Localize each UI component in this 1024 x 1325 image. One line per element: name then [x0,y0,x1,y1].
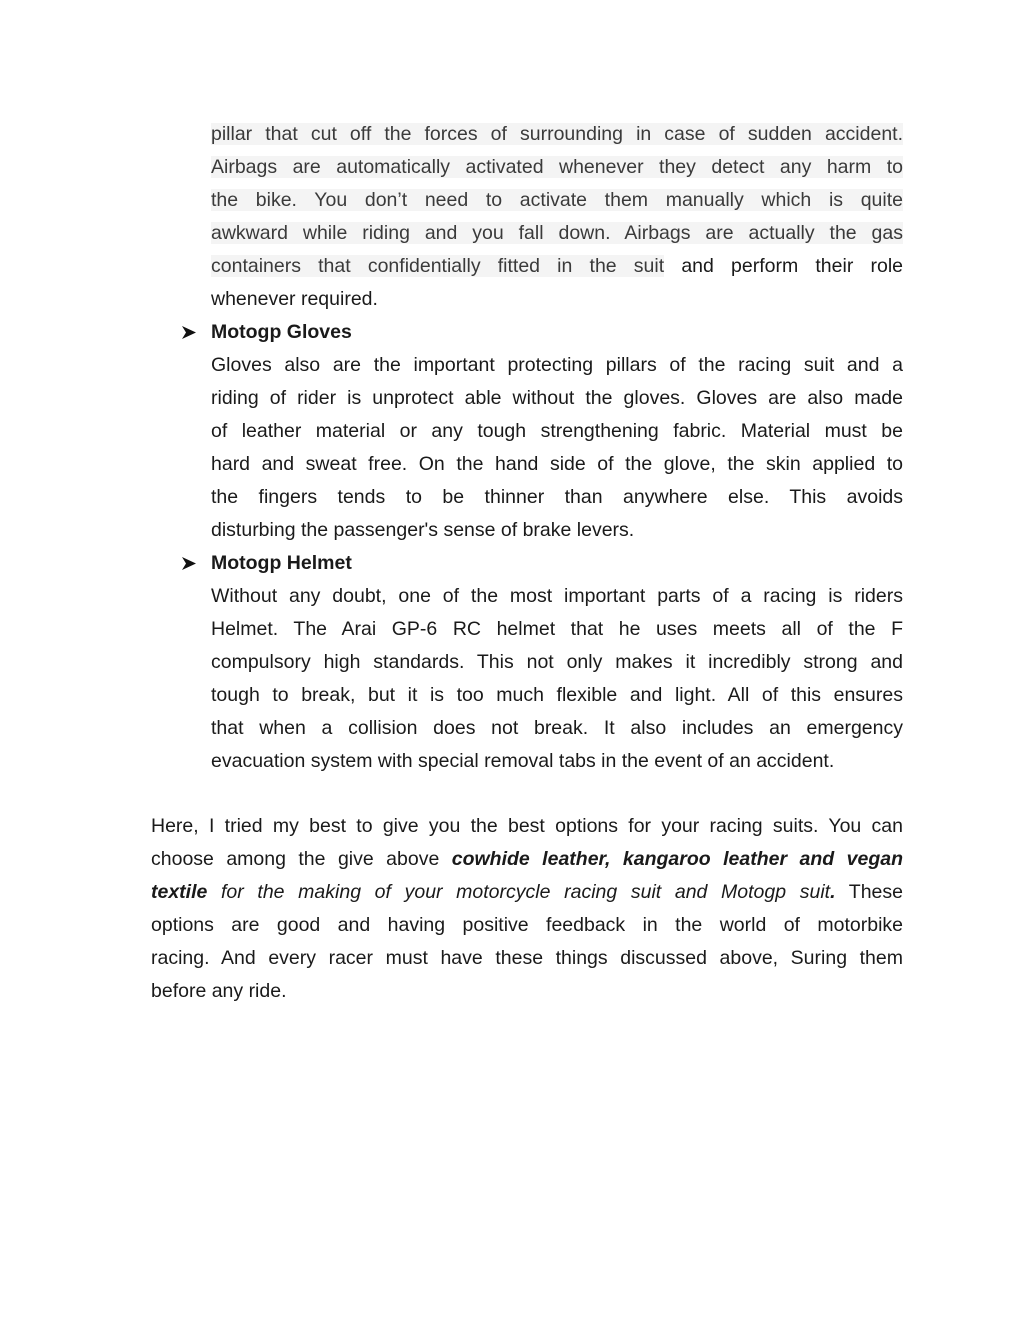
emphasis-text: . [830,881,836,903]
helmet-heading: Motogp Helmet [211,552,352,574]
helmet-line: Helmet. The Arai GP-6 RC helmet that he uses meets all of the F [211,618,903,640]
gloves-heading: Motogp Gloves [211,321,352,343]
intro-text: Airbags are automatically activated whenever they detect any harm to [211,156,903,178]
intro-line [211,217,903,250]
gloves-line: of leather material or any tough strengthening fabric. Material must be [211,420,903,442]
intro-line [211,118,903,151]
gloves-line: the fingers tends to be thinner than anywhere else. This avoids [211,486,903,508]
intro-text: and perform their role [664,255,904,277]
helmet-line: Without any doubt, one of the most important parts of a racing is riders [211,585,903,607]
intro-line [211,151,903,184]
conclusion-line [151,876,903,909]
conclusion-line: options are good and having positive feedback in the world of motorbike [151,914,903,936]
arrowhead-bullet-icon [181,547,203,580]
conclusion-line: racing. And every racer must have these things discussed above, Suring them [151,947,903,969]
intro-line [211,283,903,316]
gloves-line: riding of rider is unprotect able without the gloves. Gloves are also made [211,387,903,409]
intro-text: awkward while riding and you fall down. Airbags are actually the gas [211,222,903,244]
helmet-line: evacuation system with special removal tabs in the event of an accident. [211,750,835,772]
arrowhead-bullet-icon [181,316,203,349]
conclusion-line: before any ride. [151,980,287,1002]
intro-line [211,250,903,283]
intro-text: containers that confidentially fitted in the suit [211,255,665,277]
gloves-line: hard and sweat free. On the hand side of the glove, the skin applied to [211,453,903,475]
intro-text: pillar that cut off the forces of surrounding in case of sudden accident. [211,123,903,145]
gloves-line: Gloves also are the important protecting pillars of the racing suit and a [211,354,903,376]
intro-text: whenever required. [211,288,378,310]
italic-text: for the making of your motorcycle racing suit and Motogp suit [207,881,831,903]
gloves-line: disturbing the passenger's sense of brake levers. [211,519,635,541]
conclusion-text: These [835,881,903,903]
emphasis-text: cowhide leather, kangaroo leather and vegan [451,848,903,870]
helmet-line: compulsory high standards. This not only makes it incredibly strong and [211,651,903,673]
intro-text: the bike. You don’t need to activate them manually which is quite [211,189,903,211]
conclusion-text: choose among the give above [151,848,452,870]
conclusion-line [151,843,903,876]
conclusion-line: Here, I tried my best to give you the best options for your racing suits. You can [151,815,903,837]
helmet-line: tough to break, but it is too much flexible and light. All of this ensures [211,684,903,706]
helmet-line: that when a collision does not break. It also includes an emergency [211,717,903,739]
intro-line [211,184,903,217]
emphasis-text: textile [151,881,208,903]
